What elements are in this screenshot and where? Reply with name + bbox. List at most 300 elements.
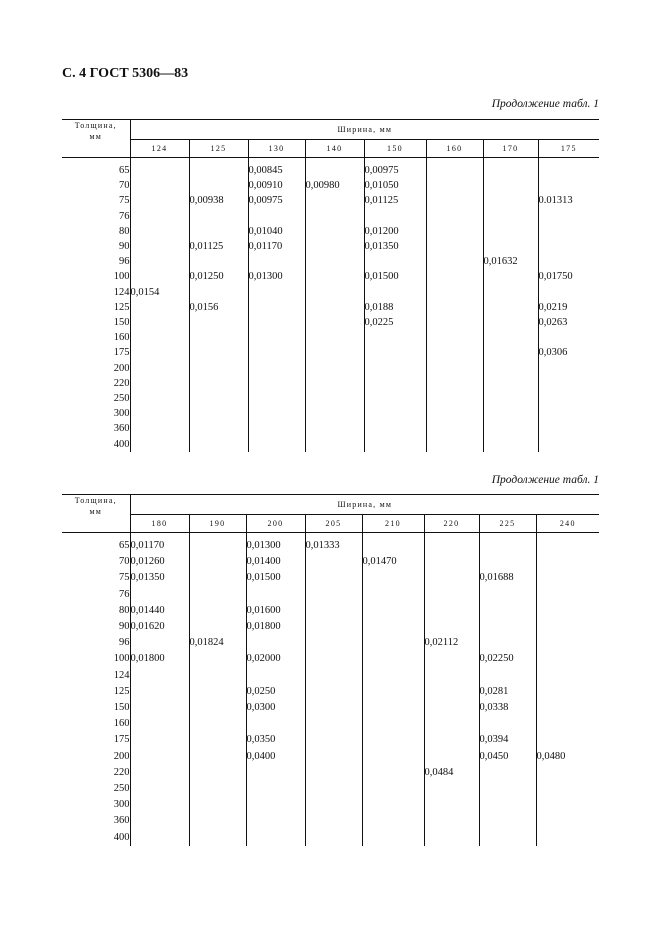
table-cell [536, 700, 599, 716]
table-cell [189, 603, 246, 619]
table-2-caption: Продолжение табл. 1 [491, 474, 599, 486]
table-cell: 0,01350 [364, 239, 426, 254]
table-cell: 0,0394 [479, 732, 536, 748]
table-cell [248, 300, 305, 315]
table-cell [479, 538, 536, 554]
table-cell [130, 193, 189, 208]
table-cell [362, 570, 424, 586]
thickness-value: 80 [119, 604, 130, 616]
table-cell [189, 209, 248, 224]
table-cell [305, 781, 362, 797]
table-cell [189, 345, 248, 360]
table-cell: 0,01300 [248, 269, 305, 284]
table-cell [130, 700, 189, 716]
table-row [62, 239, 599, 254]
table-cell [364, 437, 426, 452]
table-cell [189, 830, 246, 846]
table-2 [62, 494, 599, 846]
table-cell [189, 813, 246, 829]
table-cell [248, 254, 305, 269]
table-cell [305, 554, 362, 570]
table-cell [130, 749, 189, 765]
table-cell: 0,01400 [246, 554, 305, 570]
table-cell: 0,0156 [189, 300, 248, 315]
table-cell [130, 587, 189, 603]
table-cell: 0,01300 [246, 538, 305, 554]
table-cell [538, 239, 599, 254]
width-column-header: 170 [483, 140, 538, 158]
table-cell [362, 619, 424, 635]
thickness-value: 150 [113, 317, 130, 329]
table-cell [130, 300, 189, 315]
table-cell: 0,01620 [130, 619, 189, 635]
table-cell [424, 587, 479, 603]
table-cell: 0,0225 [364, 315, 426, 330]
table-cell [536, 781, 599, 797]
table-cell [483, 300, 538, 315]
table-cell [130, 254, 189, 269]
table-cell [130, 209, 189, 224]
table-cell: 0,01040 [248, 224, 305, 239]
table-cell [362, 538, 424, 554]
table-cell [189, 797, 246, 813]
table-cell: 0,01750 [538, 269, 599, 284]
table-cell [364, 376, 426, 391]
thickness-value: 300 [113, 408, 130, 420]
table-cell [189, 749, 246, 765]
table-cell [424, 716, 479, 732]
table-cell: 0,01125 [364, 193, 426, 208]
table-cell: 0,0480 [536, 749, 599, 765]
table-cell [479, 765, 536, 781]
table-cell [424, 797, 479, 813]
table-cell [130, 361, 189, 376]
table-cell [246, 716, 305, 732]
width-column-header: 130 [248, 140, 305, 158]
table-cell [479, 781, 536, 797]
table-cell [130, 315, 189, 330]
table-cell [362, 700, 424, 716]
table-cell [305, 830, 362, 846]
width-column-header: 240 [536, 515, 599, 533]
table-cell: 0,0338 [479, 700, 536, 716]
table-cell [424, 830, 479, 846]
table-row [62, 732, 599, 748]
table-row [62, 178, 599, 193]
table-cell [248, 376, 305, 391]
table-cell [479, 635, 536, 651]
table-cell: 0,01500 [364, 269, 426, 284]
table-cell [305, 300, 364, 315]
table-cell [483, 209, 538, 224]
table-cell [362, 651, 424, 667]
table-cell [536, 587, 599, 603]
table-cell [479, 716, 536, 732]
table-row [62, 651, 599, 667]
thickness-unit: мм [89, 507, 103, 516]
table-cell [424, 554, 479, 570]
table-cell [248, 209, 305, 224]
table-cell [536, 668, 599, 684]
table-cell [130, 406, 189, 421]
table-cell [130, 813, 189, 829]
table-cell [362, 603, 424, 619]
table-cell [305, 765, 362, 781]
table-cell [424, 668, 479, 684]
table-cell [426, 269, 483, 284]
table-cell [305, 193, 364, 208]
table-cell [364, 285, 426, 300]
table-cell [362, 781, 424, 797]
thickness-value: 65 [119, 540, 130, 551]
table-row [62, 330, 599, 345]
table-cell: 0,0250 [246, 684, 305, 700]
table-cell [305, 376, 364, 391]
table-cell [248, 361, 305, 376]
table-cell [246, 635, 305, 651]
table-cell [364, 209, 426, 224]
thickness-value: 76 [119, 588, 130, 600]
table-cell [536, 765, 599, 781]
thickness-value: 160 [113, 718, 130, 730]
thickness-value: 160 [113, 332, 130, 344]
table-cell [305, 315, 364, 330]
thickness-value: 360 [113, 815, 130, 827]
thickness-header [62, 120, 130, 158]
table-cell [305, 700, 362, 716]
table-cell: 0,0400 [246, 749, 305, 765]
table-cell [424, 651, 479, 667]
width-column-header: 125 [189, 140, 248, 158]
table-cell [246, 813, 305, 829]
table-cell [483, 345, 538, 360]
table-cell [130, 684, 189, 700]
table-cell [189, 421, 248, 436]
table-cell: 0,00938 [189, 193, 248, 208]
table-cell: 0,0188 [364, 300, 426, 315]
thickness-value: 200 [113, 750, 130, 762]
table-cell [362, 716, 424, 732]
thickness-unit: мм [89, 132, 103, 141]
width-column-header: 225 [479, 515, 536, 533]
table-row [62, 765, 599, 781]
table-1 [62, 119, 599, 452]
table-cell [130, 716, 189, 732]
table-cell [189, 254, 248, 269]
table-cell [305, 269, 364, 284]
table-cell [189, 538, 246, 554]
table-cell [483, 163, 538, 178]
width-column-header: 210 [362, 515, 424, 533]
thickness-value: 200 [113, 362, 130, 374]
table-cell [246, 587, 305, 603]
table-cell [362, 635, 424, 651]
table-cell [130, 732, 189, 748]
thickness-value: 220 [113, 377, 130, 389]
table-cell [130, 269, 189, 284]
table-cell: 0,02000 [246, 651, 305, 667]
thickness-value: 300 [113, 799, 130, 811]
table-cell [536, 830, 599, 846]
table-row [62, 300, 599, 315]
table-row [62, 635, 599, 651]
table-cell [248, 391, 305, 406]
table-cell [189, 732, 246, 748]
width-header: Ширина, мм [130, 495, 599, 515]
table-cell [130, 224, 189, 239]
table-cell [424, 732, 479, 748]
table-cell [538, 209, 599, 224]
table-cell [362, 684, 424, 700]
table-cell [426, 315, 483, 330]
table-cell [305, 797, 362, 813]
table-cell: 0,01470 [362, 554, 424, 570]
table-cell [130, 781, 189, 797]
width-column-header: 150 [364, 140, 426, 158]
table-cell [424, 700, 479, 716]
table-cell [305, 285, 364, 300]
table-cell [246, 781, 305, 797]
table-cell [479, 797, 536, 813]
table-cell [483, 376, 538, 391]
table-cell [426, 178, 483, 193]
table-cell [426, 285, 483, 300]
table-cell [362, 797, 424, 813]
thickness-value: 400 [113, 438, 130, 450]
table-cell [483, 391, 538, 406]
thickness-value: 220 [113, 766, 130, 778]
table-cell [189, 781, 246, 797]
table-cell: 0,01632 [483, 254, 538, 269]
table-cell [305, 421, 364, 436]
table-row [62, 700, 599, 716]
thickness-value: 175 [113, 347, 130, 359]
table-cell [248, 406, 305, 421]
table-cell [305, 570, 362, 586]
table-cell [364, 391, 426, 406]
table-cell: 0,0219 [538, 300, 599, 315]
table-row [62, 224, 599, 239]
width-column-header: 160 [426, 140, 483, 158]
thickness-value: 150 [113, 702, 130, 714]
table-cell: 0,01440 [130, 603, 189, 619]
table-cell [362, 587, 424, 603]
table-cell [426, 437, 483, 452]
thickness-value: 75 [119, 195, 130, 207]
table-cell [424, 684, 479, 700]
table-cell [305, 224, 364, 239]
table-cell [426, 224, 483, 239]
table-cell [479, 603, 536, 619]
table-cell: 0,00980 [305, 178, 364, 193]
table-cell [189, 376, 248, 391]
table-cell: 0,0281 [479, 684, 536, 700]
table-row [62, 361, 599, 376]
width-header: Ширина, мм [130, 120, 599, 140]
table-cell [305, 391, 364, 406]
table-cell: 0,0484 [424, 765, 479, 781]
table-cell [426, 361, 483, 376]
table-cell [538, 254, 599, 269]
table-cell [305, 635, 362, 651]
thickness-value: 80 [119, 225, 130, 237]
table-row [62, 668, 599, 684]
table-cell [130, 830, 189, 846]
table-cell: 0,00975 [248, 193, 305, 208]
thickness-value: 175 [113, 734, 130, 746]
table-cell [536, 797, 599, 813]
table-cell [538, 285, 599, 300]
table-cell [364, 254, 426, 269]
width-column-header: 180 [130, 515, 189, 533]
thickness-label: Толщина, [74, 121, 117, 130]
table-cell [189, 361, 248, 376]
table-cell [189, 285, 248, 300]
table-cell [189, 765, 246, 781]
table-cell [305, 361, 364, 376]
thickness-value: 400 [113, 831, 130, 843]
table-cell [305, 163, 364, 178]
table-cell [424, 781, 479, 797]
width-column-header: 124 [130, 140, 189, 158]
table-row [62, 406, 599, 421]
table-row [62, 538, 599, 554]
table-cell [305, 330, 364, 345]
table-cell [536, 813, 599, 829]
thickness-value: 125 [113, 685, 130, 697]
table-cell: 0,01050 [364, 178, 426, 193]
table-cell: 0,01800 [130, 651, 189, 667]
table-row [62, 345, 599, 360]
table-row [62, 437, 599, 452]
table-row [62, 570, 599, 586]
table-cell: 0,0450 [479, 749, 536, 765]
table-cell [536, 554, 599, 570]
thickness-value: 65 [119, 165, 130, 176]
table-cell [305, 732, 362, 748]
table-cell [305, 406, 364, 421]
table-cell [305, 651, 362, 667]
table-cell [479, 587, 536, 603]
table-row [62, 376, 599, 391]
table-cell [536, 651, 599, 667]
table-cell [189, 668, 246, 684]
table-cell [538, 178, 599, 193]
table-cell [536, 635, 599, 651]
thickness-value: 124 [113, 286, 130, 298]
table-row [62, 163, 599, 178]
table-cell [538, 224, 599, 239]
table-cell [479, 813, 536, 829]
table-cell: 0,00975 [364, 163, 426, 178]
table-cell [483, 285, 538, 300]
table-cell [536, 603, 599, 619]
table-cell [246, 668, 305, 684]
table-cell: 0,01125 [189, 239, 248, 254]
table-cell [130, 345, 189, 360]
table-cell [189, 224, 248, 239]
table-row [62, 209, 599, 224]
thickness-value: 90 [119, 621, 130, 633]
table-cell: 0,01170 [248, 239, 305, 254]
table-cell [362, 668, 424, 684]
table-cell [189, 619, 246, 635]
table-cell [130, 239, 189, 254]
table-cell: 0,01200 [364, 224, 426, 239]
table-cell [305, 254, 364, 269]
page-header: С. 4 ГОСТ 5306—83 [62, 66, 189, 81]
table-cell [483, 315, 538, 330]
table-cell [248, 437, 305, 452]
table-cell [426, 421, 483, 436]
table-cell [479, 554, 536, 570]
thickness-value: 76 [119, 210, 130, 222]
table-cell [424, 603, 479, 619]
table-cell [130, 635, 189, 651]
table-cell [130, 668, 189, 684]
table-cell [305, 749, 362, 765]
table-cell [479, 619, 536, 635]
table-cell [305, 587, 362, 603]
table-cell [538, 437, 599, 452]
thickness-value: 96 [119, 256, 130, 268]
table-cell [130, 421, 189, 436]
table-cell: 0,0350 [246, 732, 305, 748]
table-cell [189, 178, 248, 193]
table-row [62, 813, 599, 829]
table-row [62, 391, 599, 406]
thickness-header [62, 495, 130, 533]
table-cell [248, 330, 305, 345]
table-cell: 0,0154 [130, 285, 189, 300]
table-cell [364, 421, 426, 436]
table-cell: 0,0263 [538, 315, 599, 330]
table-cell [364, 406, 426, 421]
table-row [62, 193, 599, 208]
table-cell [483, 437, 538, 452]
table-cell [424, 619, 479, 635]
table-cell [248, 315, 305, 330]
thickness-value: 125 [113, 301, 130, 313]
table-cell [248, 285, 305, 300]
table-cell: 0,02250 [479, 651, 536, 667]
table-cell [189, 391, 248, 406]
table-cell [305, 684, 362, 700]
table-row [62, 421, 599, 436]
table-row [62, 587, 599, 603]
thickness-value: 90 [119, 241, 130, 253]
table-row [62, 269, 599, 284]
table-cell [426, 193, 483, 208]
table-cell [305, 813, 362, 829]
table-cell [483, 224, 538, 239]
table-cell [362, 830, 424, 846]
table-cell [189, 554, 246, 570]
width-column-header: 140 [305, 140, 364, 158]
thickness-value: 124 [113, 669, 130, 681]
table-cell [362, 732, 424, 748]
table-cell [536, 732, 599, 748]
table-cell [483, 239, 538, 254]
table-cell [362, 765, 424, 781]
table-cell [130, 797, 189, 813]
width-column-header: 220 [424, 515, 479, 533]
table-row [62, 603, 599, 619]
thickness-value: 100 [113, 653, 130, 665]
table-cell [538, 330, 599, 345]
table-cell [248, 421, 305, 436]
table-cell: 0,00910 [248, 178, 305, 193]
